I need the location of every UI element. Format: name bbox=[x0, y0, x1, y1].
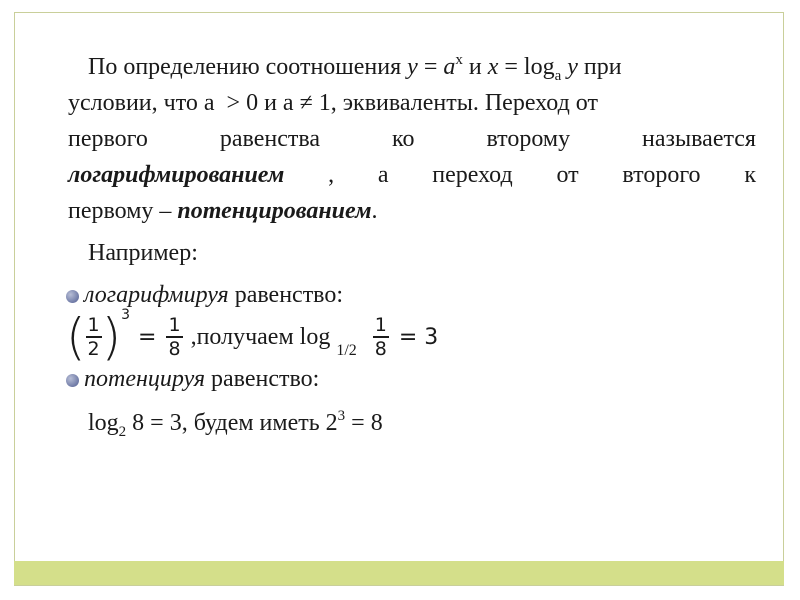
denominator: 8 bbox=[168, 338, 181, 360]
var-x: x bbox=[487, 54, 499, 80]
word: переход bbox=[432, 162, 513, 188]
word: а bbox=[377, 162, 389, 188]
exponent-x: x bbox=[455, 52, 463, 68]
item2-italic: потенцируя bbox=[84, 366, 206, 392]
numerator: 1 bbox=[87, 314, 100, 336]
var-a: a bbox=[443, 54, 456, 80]
word: второго bbox=[622, 162, 701, 188]
word-pri: при bbox=[577, 54, 622, 80]
example-label bbox=[88, 238, 198, 268]
word: равенства bbox=[219, 126, 321, 152]
term-potentiation: потенцированием bbox=[177, 198, 372, 224]
intro-line-3 bbox=[68, 124, 756, 154]
period: . bbox=[371, 198, 378, 224]
formula-2 bbox=[88, 408, 383, 438]
exponent-3: 3 bbox=[121, 307, 131, 323]
item1-italic: логарифмируя bbox=[84, 282, 229, 308]
fraction-one-half bbox=[86, 315, 102, 359]
item1-rest: равенство: bbox=[228, 282, 344, 308]
formula2-middle: 8 = 3, будем иметь 2 bbox=[126, 410, 338, 436]
log-base-a: a bbox=[554, 68, 562, 84]
word: ко bbox=[392, 126, 415, 152]
term-logarithmization: логарифмированием bbox=[68, 162, 285, 188]
var-y: y bbox=[407, 54, 418, 80]
denominator: 2 bbox=[87, 338, 100, 360]
bullet-icon bbox=[66, 374, 79, 387]
intro-line-1 bbox=[88, 52, 622, 82]
intro-line-2-text: условии, что a > 0 и a ≠ 1, эквиваленты. Переход от bbox=[68, 90, 598, 116]
exponent-3: 3 bbox=[337, 408, 346, 424]
equals-log: = log bbox=[498, 54, 555, 80]
denominator: 8 bbox=[374, 338, 387, 360]
connector-text: ,получаем log bbox=[190, 323, 337, 350]
right-paren: ) bbox=[101, 308, 122, 366]
result-equals-3: = 3 bbox=[398, 324, 439, 350]
intro-line-4 bbox=[68, 160, 756, 190]
fraction-log-arg bbox=[373, 315, 389, 359]
intro-line-2 bbox=[68, 88, 756, 118]
log-base-half: 1/2 bbox=[336, 342, 357, 359]
intro-line-5-prefix: первому – bbox=[68, 198, 178, 224]
list-item-2 bbox=[84, 364, 319, 394]
word: от bbox=[556, 162, 579, 188]
lhs-power bbox=[66, 307, 131, 366]
word: к bbox=[744, 162, 756, 188]
item2-rest: равенство: bbox=[205, 366, 320, 392]
numerator: 1 bbox=[168, 314, 181, 336]
example-label-text: Например: bbox=[88, 240, 198, 266]
word: , bbox=[328, 162, 335, 188]
bullet-icon bbox=[66, 290, 79, 303]
conj-and: и bbox=[462, 54, 488, 80]
fraction-one-eighth bbox=[166, 315, 182, 359]
log-word: log bbox=[88, 410, 119, 436]
formula2-end: = 8 bbox=[345, 410, 383, 436]
left-paren: ( bbox=[66, 308, 86, 366]
slide-bottom-bar bbox=[14, 561, 784, 585]
numerator: 1 bbox=[374, 314, 387, 336]
word: второму bbox=[486, 126, 571, 152]
intro-text: По определению соотношения bbox=[88, 54, 402, 80]
var-y-2: y bbox=[561, 54, 578, 80]
intro-line-5 bbox=[68, 196, 378, 226]
word: первого bbox=[68, 126, 148, 152]
log-base-2: 2 bbox=[118, 424, 127, 440]
equals-sign: = bbox=[138, 324, 157, 350]
word: называется bbox=[642, 126, 756, 152]
formula-1 bbox=[66, 306, 438, 368]
equals: = bbox=[417, 54, 444, 80]
